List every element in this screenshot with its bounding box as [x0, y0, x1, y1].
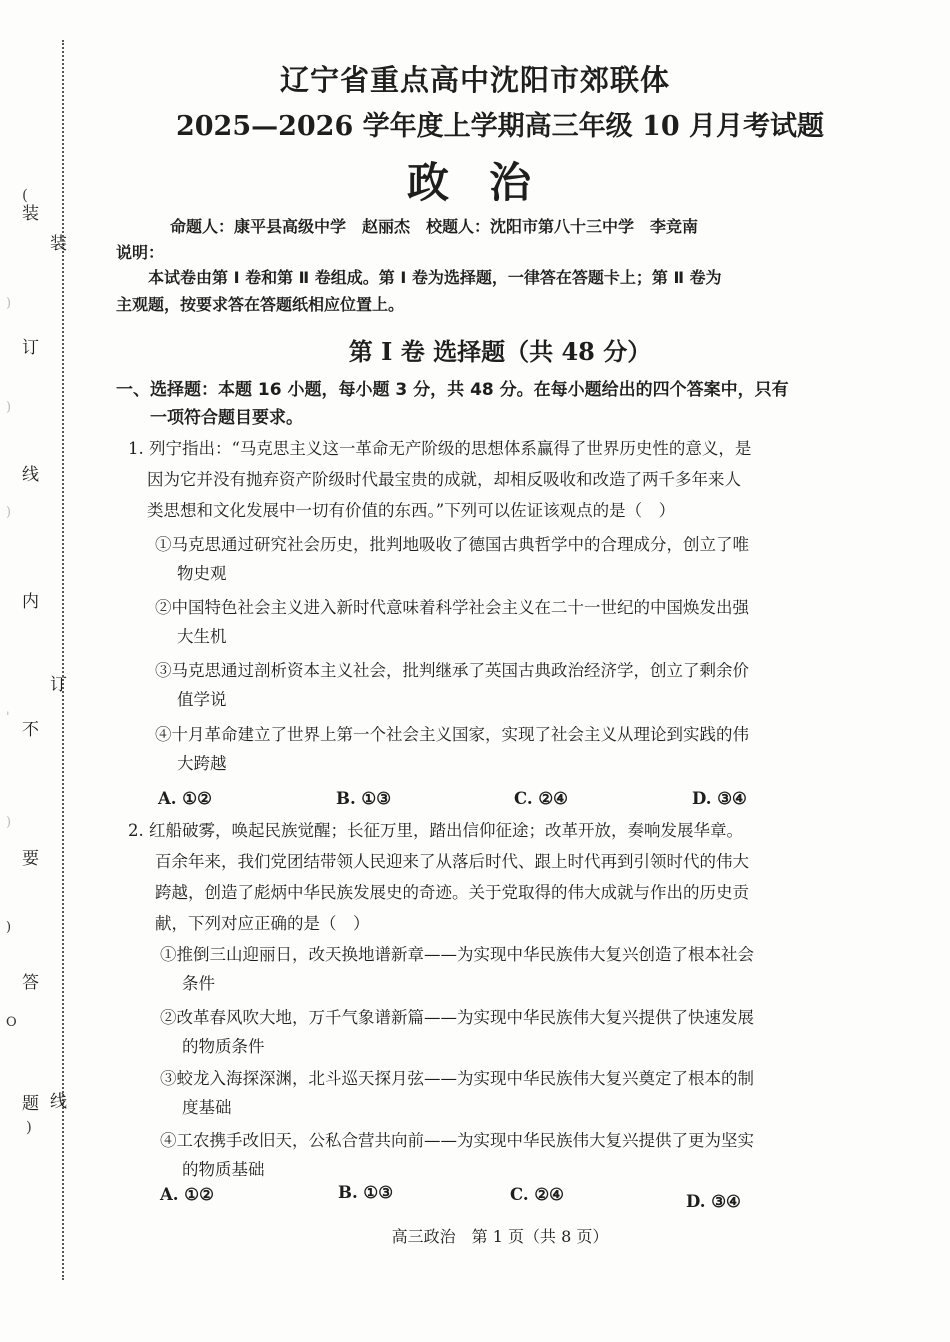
section-instructions — [116, 376, 891, 432]
margin-char: 装 — [50, 234, 67, 254]
question-2-answer-d: D. ③④ — [686, 1192, 741, 1211]
question-1-option — [155, 530, 880, 588]
option-line: ③马克思通过剖析资本主义社会，批判继承了英国古典政治经济学，创立了剩余价 — [155, 661, 749, 680]
question-1-answer-b: B. ①③ — [336, 789, 392, 808]
question-1-option — [155, 593, 880, 651]
option-line: 的物质基础 — [182, 1160, 265, 1179]
exam-title-line2: 2025—2026 学年度上学期高三年级 10 月月考试题 — [175, 111, 825, 142]
subject-title: 政治 — [406, 158, 571, 207]
margin-char: 订 — [22, 338, 39, 358]
question-1-answer-c: C. ②④ — [514, 789, 568, 808]
question-1-option — [155, 720, 880, 778]
option-line: ②改革春风吹大地，万千气象谱新篇——为实现中华民族伟大复兴提供了快速发展 — [160, 1008, 754, 1027]
question-2-stem — [128, 815, 883, 939]
instructions-line1: 一、选择题：本题 16 小题，每小题 3 分，共 48 分。在每小题给出的四个答案中，只有 — [116, 380, 789, 400]
option-line: 度基础 — [182, 1098, 232, 1117]
margin-paren-open: ( — [22, 186, 28, 204]
question-1-answer-d: D. ③④ — [692, 789, 747, 808]
margin-char: 题 — [22, 1094, 39, 1114]
note-line1: 本试卷由第 Ⅰ 卷和第 Ⅱ 卷组成。第 Ⅰ 卷为选择题，一律答在答题卡上；第 Ⅱ 卷为 — [148, 268, 722, 287]
margin-punch-mark: ) — [6, 505, 12, 520]
question-2-option — [160, 1064, 885, 1122]
instructions-line2: 一项符合题目要求。 — [150, 408, 303, 428]
option-line: 条件 — [182, 974, 215, 993]
option-line: ①马克思通过研究社会历史，批判地吸收了德国古典哲学中的合理成分，创立了唯 — [155, 535, 749, 554]
option-line: ④工农携手改旧天，公私合营共向前——为实现中华民族伟大复兴提供了更为坚实 — [160, 1131, 754, 1150]
margin-char: 线 — [50, 1092, 67, 1112]
option-line: 物史观 — [177, 564, 227, 583]
stem-line: 因为它并没有抛弃资产阶级时代最宝贵的成就，却相反吸收和改造了两千多年来人 — [147, 470, 741, 489]
option-line: 大生机 — [177, 627, 227, 646]
margin-punch-mark: ) — [6, 920, 12, 935]
stem-line: 2. 红船破雾，唤起民族觉醒；长征万里，踏出信仰征途；改革开放，奏响发展华章。 — [128, 821, 743, 840]
option-line: 大跨越 — [177, 754, 227, 773]
stem-line: 跨越，创造了彪炳中华民族发展史的奇迹。关于党取得的伟大成就与作出的历史贡 — [155, 883, 749, 902]
margin-punch-mark: ) — [6, 400, 12, 415]
option-line: 的物质条件 — [182, 1037, 265, 1056]
authors-line: 命题人：康平县高级中学 赵丽杰 校题人：沈阳市第八十三中学 李竞南 — [170, 217, 699, 236]
question-1-stem — [128, 433, 883, 526]
stem-line: 献，下列对应正确的是（ ） — [155, 914, 370, 933]
margin-char: 线 — [22, 465, 39, 485]
margin-char: 要 — [22, 849, 39, 869]
option-line: 值学说 — [177, 690, 227, 709]
question-2-answer-a: A. ①② — [160, 1185, 214, 1204]
question-2-option — [160, 1003, 885, 1061]
margin-char: 内 — [22, 592, 39, 612]
question-1-answer-a: A. ①② — [158, 789, 212, 808]
stem-line: 百余年来，我们党团结带领人民迎来了从落后时代、跟上时代再到引领时代的伟大 — [155, 852, 749, 871]
question-2-option — [160, 1126, 885, 1184]
option-line: ①推倒三山迎丽日，改天换地谱新章——为实现中华民族伟大复兴创造了根本社会 — [160, 945, 754, 964]
option-line: ③蛟龙入海探深渊，北斗巡天探月弦——为实现中华民族伟大复兴奠定了根本的制 — [160, 1069, 754, 1088]
question-2-option — [160, 940, 885, 998]
margin-char: 不 — [22, 720, 39, 740]
margin-punch-mark: ) — [6, 815, 12, 830]
margin-punch-mark: ' — [6, 710, 10, 725]
exam-title-line1: 辽宁省重点高中沈阳市郊联体 — [279, 63, 670, 97]
option-line: ②中国特色社会主义进入新时代意味着科学社会主义在二十一世纪的中国焕发出强 — [155, 598, 749, 617]
note-line2: 主观题，按要求答在答题纸相应位置上。 — [116, 295, 405, 314]
margin-punch-mark: O — [6, 1015, 17, 1030]
stem-line: 类思想和文化发展中一切有价值的东西。”下列可以佐证该观点的是（ ） — [147, 501, 676, 520]
stem-line: 1. 列宁指出：“马克思主义这一革命无产阶级的思想体系赢得了世界历史性的意义，是 — [128, 439, 752, 458]
margin-punch-mark: ) — [6, 296, 12, 311]
margin-char: 答 — [22, 973, 39, 993]
margin-char: 装 — [22, 204, 39, 224]
page-footer: 高三政治 第 1 页（共 8 页） — [391, 1227, 609, 1246]
section-title: 第 Ⅰ 卷 选择题（共 48 分） — [348, 337, 652, 366]
question-2-answer-c: C. ②④ — [510, 1185, 564, 1204]
question-2-answer-b: B. ①③ — [338, 1183, 394, 1202]
question-1-option — [155, 656, 880, 714]
note-label: 说明： — [116, 243, 165, 262]
margin-char: 订 — [50, 675, 67, 695]
margin-paren-close: ) — [26, 1118, 32, 1136]
option-line: ④十月革命建立了世界上第一个社会主义国家，实现了社会主义从理论到实践的伟 — [155, 725, 749, 744]
